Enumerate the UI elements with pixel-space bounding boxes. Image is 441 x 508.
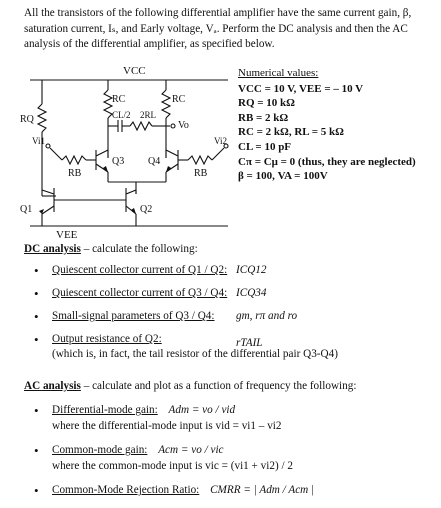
dc-analysis-heading — [24, 243, 198, 256]
value-row: RB = 2 kΩ — [238, 111, 289, 124]
rb-left-label: RB — [68, 168, 82, 179]
dc-item-label: Quiescent collector current of Q1 / Q2: — [52, 264, 228, 276]
value-row: β = 100, VA = 100V — [238, 170, 328, 183]
bullet-icon: • — [34, 286, 39, 301]
ac-item-expr: Acm = vo / vic — [158, 444, 224, 456]
dc-item-label: Small-signal parameters of Q3 / Q4: — [52, 310, 215, 322]
dc-item-label: Quiescent collector current of Q3 / Q4: — [52, 287, 228, 299]
bullet-icon: • — [34, 309, 39, 324]
ac-item-expr: Adm = vo / vid — [168, 404, 236, 416]
ac-item-label: Common-mode gain: — [52, 444, 148, 456]
vo-label: Vo — [178, 120, 189, 131]
rb-right-label: RB — [194, 168, 208, 179]
value-row: RQ = 10 kΩ — [238, 97, 295, 110]
rb-right-resistor — [188, 156, 212, 164]
q2-label: Q2 — [140, 204, 153, 215]
q3-label: Q3 — [112, 156, 125, 167]
value-row: Cπ = Cμ = 0 (thus, they are neglected) — [238, 155, 416, 168]
ac-title: AC analysis — [24, 380, 81, 392]
intro-line-3: analysis of the differential amplifier, as specified below. — [24, 38, 275, 50]
ac-item — [52, 484, 314, 497]
dc-title: DC analysis — [24, 243, 81, 255]
rq-label: RQ — [20, 114, 34, 125]
dc-note: (which is, in fact, the tail resistor of the differential pair Q3-Q4) — [52, 348, 338, 360]
rc-right-label: RC — [172, 94, 186, 105]
rc-left-resistor — [104, 90, 112, 118]
vee-label: VEE — [56, 229, 78, 240]
dc-item-expr: ICQ12 — [236, 264, 267, 276]
rl-label: 2RL — [140, 110, 157, 120]
bullet-icon: • — [34, 483, 39, 498]
dc-item-expr: gm, rπ and ro — [236, 310, 298, 322]
ac-item-note: where the common-mode input is vic = (vi1 + vi2) / 2 — [52, 460, 293, 472]
rc-left-label: RC — [112, 94, 126, 105]
problem-intro — [24, 6, 434, 53]
dc-item-expr: rTAIL — [236, 337, 263, 349]
bullet-icon: • — [34, 403, 39, 418]
ac-item-expr: CMRR = | Adm / Acm | — [210, 484, 315, 496]
q4-label: Q4 — [148, 156, 161, 167]
value-row: RC = 2 kΩ, RL = 5 kΩ — [238, 126, 344, 139]
dc-item — [52, 287, 227, 300]
intro-line-1: All the transistors of the following differential amplifier have the same current gain, β, — [24, 7, 412, 19]
rq-resistor — [38, 104, 46, 132]
q1-label: Q1 — [20, 204, 33, 215]
ac-item-label: Differential-mode gain: — [52, 404, 158, 416]
dc-item — [52, 333, 162, 346]
ac-item — [52, 444, 224, 457]
value-row: VCC = 10 V, VEE = – 10 V — [238, 82, 364, 95]
bullet-icon: • — [34, 443, 39, 458]
dc-intro: – calculate the following: — [80, 243, 198, 255]
bullet-icon: • — [34, 263, 39, 278]
vi2-label: Vi2 — [214, 136, 227, 146]
dc-item-expr: ICQ34 — [236, 287, 267, 299]
ac-analysis-heading — [24, 380, 356, 393]
ac-intro: – calculate and plot as a function of frequency the following: — [80, 380, 357, 392]
vi1-label: Vi1 — [32, 136, 45, 146]
numerical-values-heading: Numerical values: — [238, 67, 319, 79]
numerical-values — [238, 66, 416, 184]
ac-item-note: where the differential-mode input is vid = vi1 – vi2 — [52, 420, 282, 432]
rb-left-resistor — [62, 156, 86, 164]
circuit-diagram — [18, 62, 240, 240]
dc-item-label: Output resistance of Q2: — [52, 333, 162, 345]
rc-right-resistor — [162, 90, 170, 118]
rl-resistor — [130, 122, 152, 130]
value-row: CL = 10 pF — [238, 140, 292, 153]
ac-item-label: Common-Mode Rejection Ratio: — [52, 484, 200, 496]
ac-item — [52, 404, 235, 417]
bullet-icon: • — [34, 332, 39, 347]
vcc-label: VCC — [123, 65, 146, 77]
cl-label: CL/2 — [112, 110, 131, 120]
intro-line-2: saturation current, Iₛ, and Early voltage, Vₐ. Perform the DC analysis and then the AC — [24, 22, 408, 35]
dc-item — [52, 310, 215, 323]
dc-item — [52, 264, 227, 277]
